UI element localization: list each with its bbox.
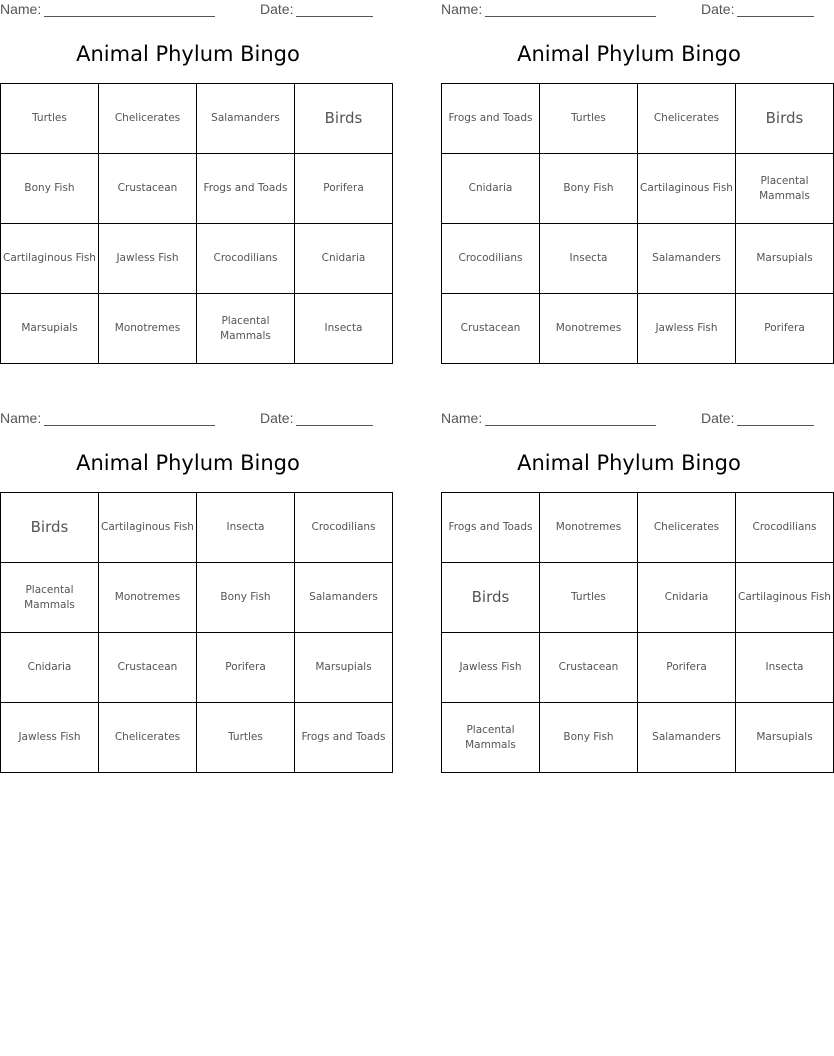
bingo-cell[interactable]: Turtles bbox=[540, 563, 638, 633]
card-header bbox=[0, 410, 376, 428]
bingo-cell[interactable]: Monotremes bbox=[540, 294, 638, 364]
bingo-cell[interactable]: Crustacean bbox=[442, 294, 540, 364]
date-line[interactable] bbox=[737, 2, 814, 17]
bingo-cell[interactable]: Porifera bbox=[295, 154, 393, 224]
bingo-cell[interactable]: Cnidaria bbox=[295, 224, 393, 294]
bingo-cell[interactable]: Cartilaginous Fish bbox=[638, 154, 736, 224]
name-line[interactable] bbox=[44, 411, 215, 426]
bingo-cell[interactable]: Salamanders bbox=[638, 224, 736, 294]
bingo-cell[interactable]: Cnidaria bbox=[638, 563, 736, 633]
bingo-cell[interactable]: Jawless Fish bbox=[638, 294, 736, 364]
bingo-cell[interactable]: Jawless Fish bbox=[442, 633, 540, 703]
grid-row bbox=[1, 154, 393, 224]
bingo-cell[interactable]: Marsupials bbox=[295, 633, 393, 703]
bingo-cell[interactable]: Monotremes bbox=[99, 563, 197, 633]
name-line[interactable] bbox=[485, 2, 656, 17]
bingo-cell[interactable]: Insecta bbox=[736, 633, 834, 703]
card-title: Animal Phylum Bingo bbox=[76, 42, 300, 66]
bingo-cell[interactable]: Salamanders bbox=[197, 84, 295, 154]
card-header bbox=[0, 1, 376, 19]
grid-row bbox=[1, 224, 393, 294]
bingo-cell[interactable]: Chelicerates bbox=[99, 703, 197, 773]
bingo-cell[interactable]: Crocodilians bbox=[295, 493, 393, 563]
bingo-cell[interactable]: Frogs and Toads bbox=[197, 154, 295, 224]
bingo-cell[interactable]: Insecta bbox=[540, 224, 638, 294]
bingo-grid bbox=[0, 492, 393, 773]
bingo-cell[interactable]: Marsupials bbox=[736, 703, 834, 773]
grid-row bbox=[442, 84, 834, 154]
bingo-cell[interactable]: Marsupials bbox=[736, 224, 834, 294]
card-header bbox=[441, 1, 817, 19]
name-label: Name: bbox=[0, 1, 42, 17]
grid-row bbox=[442, 493, 834, 563]
grid-row bbox=[442, 703, 834, 773]
bingo-cell[interactable]: Bony Fish bbox=[540, 154, 638, 224]
bingo-cell[interactable]: Placental Mammals bbox=[1, 563, 99, 633]
bingo-cell[interactable]: Crocodilians bbox=[442, 224, 540, 294]
bingo-cell[interactable]: Placental Mammals bbox=[197, 294, 295, 364]
name-line[interactable] bbox=[485, 411, 656, 426]
card-title: Animal Phylum Bingo bbox=[76, 451, 300, 475]
bingo-cell[interactable]: Birds bbox=[1, 493, 99, 563]
bingo-cell[interactable]: Jawless Fish bbox=[99, 224, 197, 294]
grid-row bbox=[1, 84, 393, 154]
date-line[interactable] bbox=[296, 2, 373, 17]
bingo-cell[interactable]: Insecta bbox=[295, 294, 393, 364]
grid-row bbox=[442, 633, 834, 703]
grid-row bbox=[442, 154, 834, 224]
card-title: Animal Phylum Bingo bbox=[517, 451, 741, 475]
grid-row bbox=[442, 224, 834, 294]
bingo-cell[interactable]: Salamanders bbox=[638, 703, 736, 773]
bingo-cell[interactable]: Porifera bbox=[736, 294, 834, 364]
bingo-cell[interactable]: Crocodilians bbox=[197, 224, 295, 294]
bingo-cell[interactable]: Porifera bbox=[638, 633, 736, 703]
bingo-cell[interactable]: Bony Fish bbox=[1, 154, 99, 224]
grid-row bbox=[1, 633, 393, 703]
date-label: Date: bbox=[260, 1, 294, 17]
grid-row bbox=[1, 703, 393, 773]
bingo-cell[interactable]: Crustacean bbox=[540, 633, 638, 703]
bingo-cell[interactable]: Salamanders bbox=[295, 563, 393, 633]
bingo-cell[interactable]: Crocodilians bbox=[736, 493, 834, 563]
bingo-cell[interactable]: Cartilaginous Fish bbox=[736, 563, 834, 633]
bingo-cell[interactable]: Placental Mammals bbox=[442, 703, 540, 773]
name-label: Name: bbox=[441, 1, 483, 17]
bingo-cell[interactable]: Cartilaginous Fish bbox=[1, 224, 99, 294]
bingo-cell[interactable]: Placental Mammals bbox=[736, 154, 834, 224]
bingo-cell[interactable]: Birds bbox=[736, 84, 834, 154]
bingo-cell[interactable]: Birds bbox=[442, 563, 540, 633]
bingo-cell[interactable]: Crustacean bbox=[99, 633, 197, 703]
bingo-cell[interactable]: Jawless Fish bbox=[1, 703, 99, 773]
grid-row bbox=[442, 294, 834, 364]
grid-row bbox=[1, 493, 393, 563]
card-title: Animal Phylum Bingo bbox=[517, 42, 741, 66]
date-line[interactable] bbox=[296, 411, 373, 426]
bingo-cell[interactable]: Monotremes bbox=[540, 493, 638, 563]
name-label: Name: bbox=[0, 410, 42, 426]
date-label: Date: bbox=[701, 410, 735, 426]
bingo-cell[interactable]: Insecta bbox=[197, 493, 295, 563]
bingo-cell[interactable]: Frogs and Toads bbox=[442, 84, 540, 154]
grid-row bbox=[1, 294, 393, 364]
bingo-cell[interactable]: Frogs and Toads bbox=[442, 493, 540, 563]
grid-row bbox=[442, 563, 834, 633]
bingo-cell[interactable]: Frogs and Toads bbox=[295, 703, 393, 773]
bingo-cell[interactable]: Chelicerates bbox=[99, 84, 197, 154]
bingo-cell[interactable]: Bony Fish bbox=[540, 703, 638, 773]
date-label: Date: bbox=[701, 1, 735, 17]
name-line[interactable] bbox=[44, 2, 215, 17]
bingo-cell[interactable]: Cartilaginous Fish bbox=[99, 493, 197, 563]
date-line[interactable] bbox=[737, 411, 814, 426]
bingo-cell[interactable]: Turtles bbox=[1, 84, 99, 154]
card-header bbox=[441, 410, 817, 428]
bingo-cell[interactable]: Porifera bbox=[197, 633, 295, 703]
name-label: Name: bbox=[441, 410, 483, 426]
bingo-cell[interactable]: Cnidaria bbox=[442, 154, 540, 224]
grid-row bbox=[1, 563, 393, 633]
bingo-cell[interactable]: Turtles bbox=[197, 703, 295, 773]
bingo-cell[interactable]: Birds bbox=[295, 84, 393, 154]
bingo-cell[interactable]: Chelicerates bbox=[638, 493, 736, 563]
date-label: Date: bbox=[260, 410, 294, 426]
bingo-grid bbox=[0, 83, 393, 364]
bingo-grid bbox=[441, 83, 834, 364]
bingo-cell[interactable]: Monotremes bbox=[99, 294, 197, 364]
bingo-cell[interactable]: Cnidaria bbox=[1, 633, 99, 703]
bingo-cell[interactable]: Bony Fish bbox=[197, 563, 295, 633]
bingo-cell[interactable]: Marsupials bbox=[1, 294, 99, 364]
bingo-cell[interactable]: Chelicerates bbox=[638, 84, 736, 154]
bingo-grid bbox=[441, 492, 834, 773]
bingo-cell[interactable]: Turtles bbox=[540, 84, 638, 154]
bingo-cell[interactable]: Crustacean bbox=[99, 154, 197, 224]
